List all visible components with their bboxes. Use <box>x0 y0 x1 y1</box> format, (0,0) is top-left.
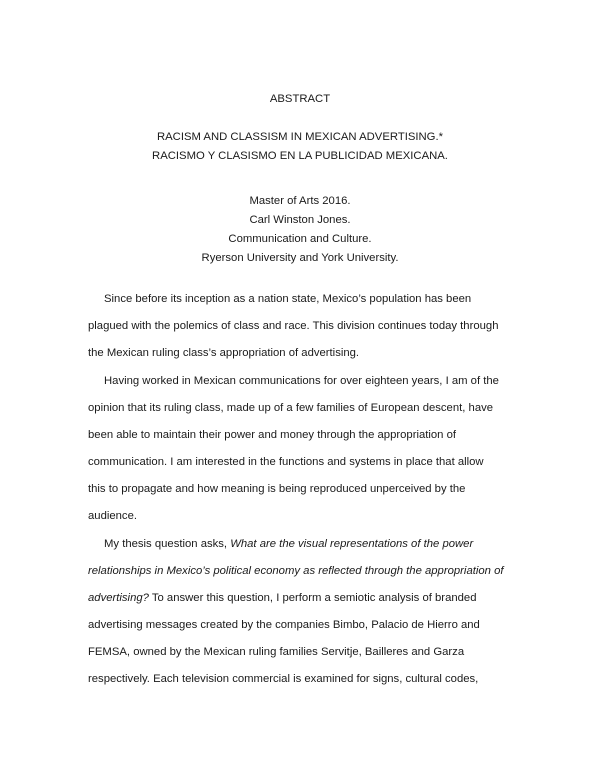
paragraph-2-line: this to propagate and how meaning is being reproduced unperceived by the <box>88 483 466 496</box>
title-spanish: RACISMO Y CLASISMO EN LA PUBLICIDAD MEXICANA. <box>152 150 448 162</box>
paragraph-2-line: opinion that its ruling class, made up of a few families of European descent, have <box>88 402 494 415</box>
paragraph-3-line <box>88 585 518 612</box>
degree-line: Master of Arts 2016. <box>249 195 351 207</box>
paragraph-3-line: FEMSA, owned by the Mexican ruling families Servitje, Bailleres and Garza <box>88 646 465 659</box>
paragraph-3-line <box>88 531 518 558</box>
paragraph-3-line: advertising messages created by the companies Bimbo, Palacio de Hierro and <box>88 619 480 632</box>
thesis-question-text: relationships in Mexico’s political economy as reflected through the appropriation of <box>88 565 504 578</box>
institution-line: Ryerson University and York University. <box>201 252 399 264</box>
paragraph-1 <box>88 286 518 367</box>
paragraph-2-line: Having worked in Mexican communications for over eighteen years, I am of the <box>104 375 499 387</box>
thesis-intro-text: My thesis question asks, <box>104 538 231 550</box>
paragraph-2-line: been able to maintain their power and money through the appropriation of <box>88 429 457 442</box>
thesis-question-text: advertising? <box>88 592 149 605</box>
paragraph-2-line: communication. I am interested in the functions and systems in place that allow <box>88 456 484 469</box>
paragraph-2 <box>88 368 518 531</box>
title-english: RACISM AND CLASSISM IN MEXICAN ADVERTISING.* <box>156 131 444 143</box>
paragraph-1-line: Since before its inception as a nation state, Mexico’s population has been <box>104 293 472 305</box>
program-line: Communication and Culture. <box>228 233 372 245</box>
paragraph-3-line: respectively. Each television commercial is examined for signs, cultural codes, <box>88 673 479 686</box>
paragraph-3 <box>88 531 518 694</box>
paragraph-1-line: the Mexican ruling class’s appropriation of advertising. <box>88 347 360 360</box>
paragraph-1-line: plagued with the polemics of class and race. This division continues today through <box>88 320 499 333</box>
paragraph-2-line: audience. <box>88 510 137 523</box>
paragraph-3-text: To answer this question, I perform a semiotic analysis of branded <box>148 592 477 605</box>
paragraph-3-line <box>88 558 518 585</box>
abstract-heading: ABSTRACT <box>269 93 331 105</box>
author-line: Carl Winston Jones. <box>249 214 351 226</box>
thesis-question-text: What are the visual representations of the power <box>230 538 474 550</box>
